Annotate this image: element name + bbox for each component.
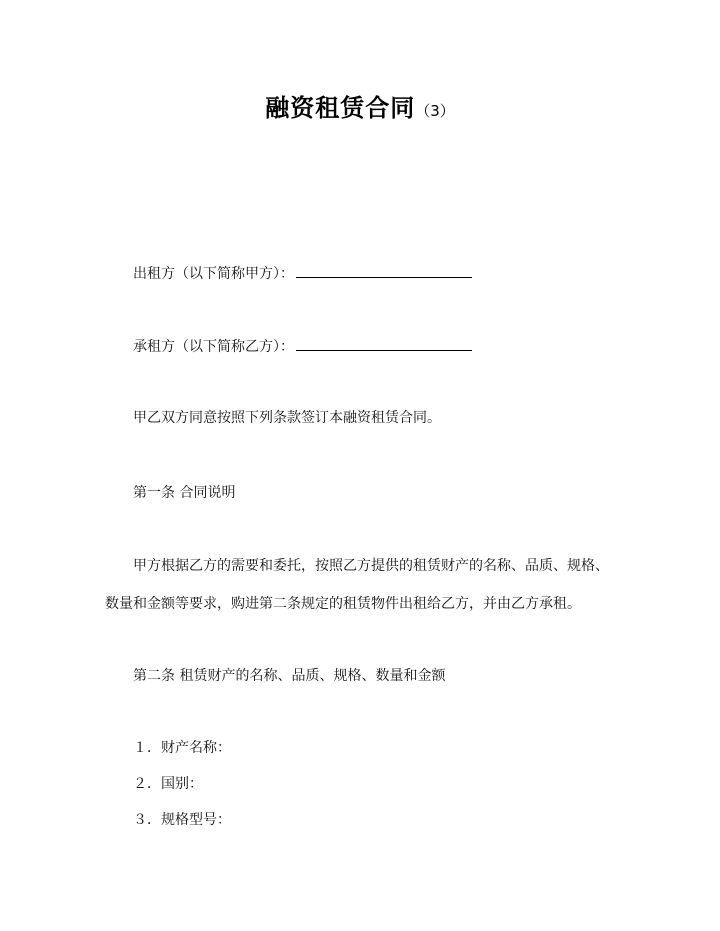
intro-paragraph: 甲乙双方同意按照下列条款签订本融资租赁合同。: [133, 410, 441, 426]
document-title: [0, 88, 720, 123]
list-item-property-name: １．财产名称：: [133, 740, 231, 756]
list-item-country: ２．国别：: [133, 776, 203, 792]
article2-heading: 第二条 租赁财产的名称、品质、规格、数量和金额: [133, 668, 446, 684]
article1-body-line1: 甲方根据乙方的需要和委托，按照乙方提供的租赁财产的名称、品质、规格、: [133, 558, 609, 574]
lessor-blank-field: [296, 262, 472, 278]
lessee-blank-field: [296, 335, 472, 351]
lessee-label: 承租方（以下简称乙方）：: [133, 339, 294, 355]
lessee-line: [133, 335, 472, 356]
article1-body-line2: 数量和金额等要求，购进第二条规定的租赁物件出租给乙方，并由乙方承租。: [105, 596, 581, 612]
lessor-line: [133, 262, 472, 283]
title-number: （3）: [415, 102, 455, 120]
lessor-label: 出租方（以下简称甲方）：: [133, 266, 294, 282]
list-item-model: ３．规格型号：: [133, 812, 231, 828]
article1-heading: 第一条 合同说明: [133, 485, 236, 501]
title-text: 融资租赁合同: [265, 94, 416, 122]
